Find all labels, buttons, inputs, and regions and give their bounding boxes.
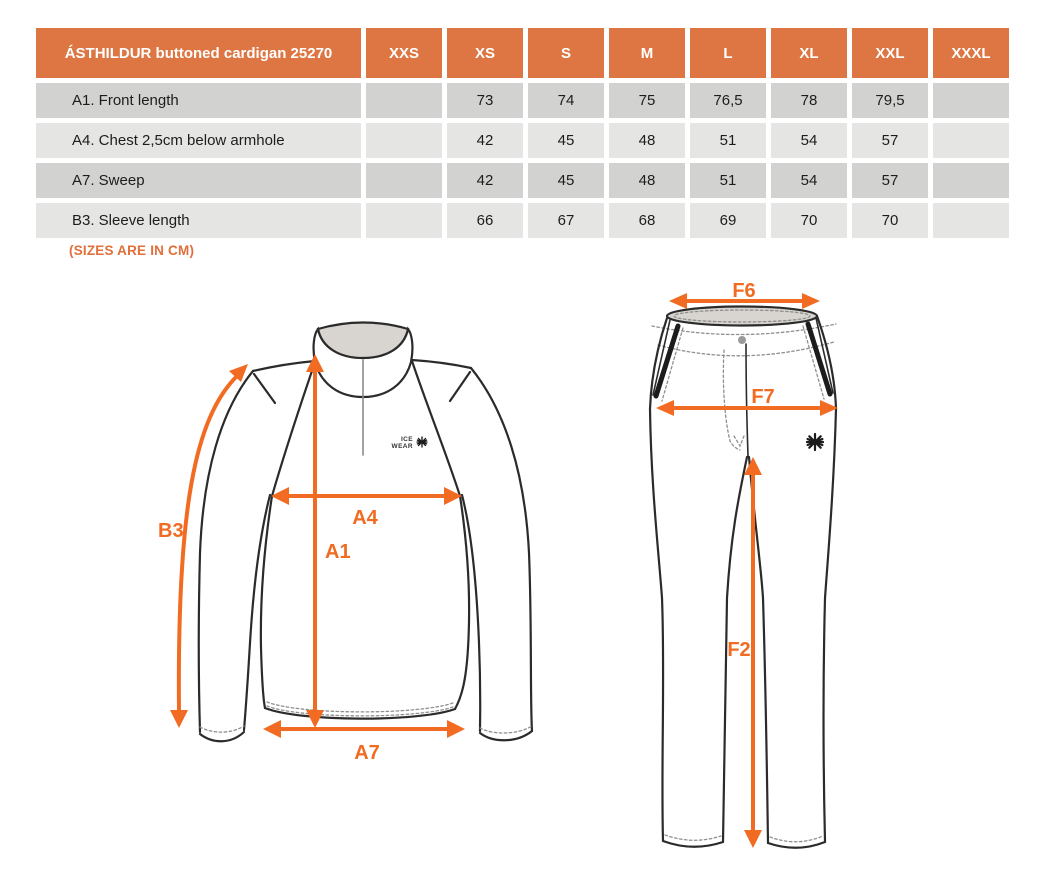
snowflake-icon (417, 437, 427, 447)
b3-label: B3 (158, 520, 184, 542)
size-value-cell: 54 (771, 123, 847, 158)
sweater-diagram (155, 298, 575, 768)
size-value-cell: 51 (690, 123, 766, 158)
size-value-cell (366, 203, 442, 238)
size-value-cell (933, 163, 1009, 198)
size-value-cell (933, 123, 1009, 158)
size-value-cell (933, 203, 1009, 238)
size-value-cell: 57 (852, 123, 928, 158)
size-value-cell: 78 (771, 83, 847, 118)
snowflake-icon (807, 434, 823, 450)
size-value-cell: 48 (609, 163, 685, 198)
size-col-header: M (609, 28, 685, 78)
ice-wear-logo (392, 436, 427, 450)
size-value-cell: 69 (690, 203, 766, 238)
logo-text-wear: WEAR (391, 443, 413, 450)
table-row (36, 83, 1009, 118)
size-value-cell: 70 (852, 203, 928, 238)
size-value-cell (366, 123, 442, 158)
a1-label: A1 (325, 541, 351, 563)
table-row (36, 123, 1009, 158)
size-value-cell: 68 (609, 203, 685, 238)
measurement-label-cell: A1. Front length (36, 83, 361, 118)
pants-outline (650, 307, 836, 848)
product-title-cell: ÁSTHILDUR buttoned cardigan 25270 (36, 28, 361, 78)
size-value-cell (366, 83, 442, 118)
size-value-cell: 75 (609, 83, 685, 118)
size-value-cell (366, 163, 442, 198)
size-value-cell: 42 (447, 163, 523, 198)
f6-label: F6 (732, 280, 756, 302)
size-value-cell: 70 (771, 203, 847, 238)
table-row (36, 203, 1009, 238)
table-row (36, 163, 1009, 198)
size-value-cell: 48 (609, 123, 685, 158)
size-value-cell: 66 (447, 203, 523, 238)
size-table (31, 23, 1014, 243)
size-col-header: XL (771, 28, 847, 78)
size-col-header: S (528, 28, 604, 78)
left-pocket (653, 320, 683, 401)
size-value-cell: 74 (528, 83, 604, 118)
size-col-header: XXS (366, 28, 442, 78)
size-value-cell: 76,5 (690, 83, 766, 118)
size-value-cell: 67 (528, 203, 604, 238)
size-value-cell (933, 83, 1009, 118)
pants-diagram (628, 276, 898, 886)
size-value-cell: 45 (528, 123, 604, 158)
size-value-cell: 45 (528, 163, 604, 198)
a4-label: A4 (352, 507, 378, 529)
a4-arrow (271, 487, 462, 505)
a1-arrow (306, 354, 324, 728)
size-col-header: XXL (852, 28, 928, 78)
size-col-header: L (690, 28, 766, 78)
f7-label: F7 (751, 386, 775, 408)
size-value-cell: 42 (447, 123, 523, 158)
size-value-cell: 54 (771, 163, 847, 198)
size-value-cell: 73 (447, 83, 523, 118)
f2-label: F2 (727, 639, 751, 661)
size-col-header: XS (447, 28, 523, 78)
units-note: (SIZES ARE IN CM) (69, 243, 195, 258)
measurement-label-cell: A7. Sweep (36, 163, 361, 198)
size-value-cell: 79,5 (852, 83, 928, 118)
table-header-row (36, 28, 1009, 78)
b3-arrow (170, 364, 248, 728)
measurement-label-cell: A4. Chest 2,5cm below armhole (36, 123, 361, 158)
button (738, 336, 746, 344)
size-col-header: XXXL (933, 28, 1009, 78)
measurement-label-cell: B3. Sleeve length (36, 203, 361, 238)
logo-text-ice: ICE (400, 436, 413, 443)
size-value-cell: 51 (690, 163, 766, 198)
size-value-cell: 57 (852, 163, 928, 198)
a7-label: A7 (354, 742, 380, 764)
a7-arrow (263, 720, 465, 738)
sweater-outline (199, 323, 532, 742)
